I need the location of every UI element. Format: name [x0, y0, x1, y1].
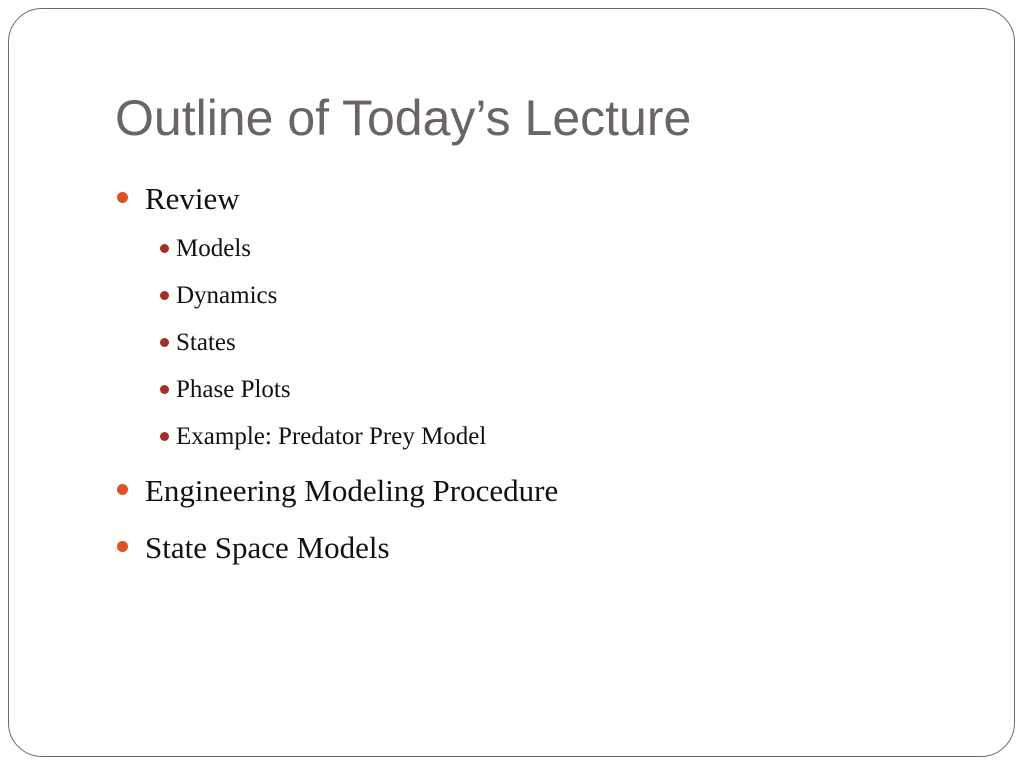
- sub-bullet-item-states: [115, 319, 558, 366]
- sub-bullet-item-models: [115, 225, 558, 272]
- bullet-list: [115, 177, 558, 570]
- sub-bullet-item-example: [115, 413, 558, 460]
- bullet-label: Review: [145, 181, 240, 216]
- bullet-item-state-space: [115, 526, 558, 570]
- sub-bullet-dot-icon: [160, 291, 169, 300]
- bullet-label: State Space Models: [145, 530, 390, 565]
- bullet-item-engineering-modeling: [115, 469, 558, 513]
- bullet-dot-icon: [117, 541, 128, 552]
- sub-bullet-label: States: [176, 329, 236, 356]
- bullet-dot-icon: [117, 484, 128, 495]
- sub-bullet-label: Example: Predator Prey Model: [176, 423, 487, 450]
- slide-title: Outline of Today’s Lecture: [115, 90, 692, 146]
- sub-bullet-item-dynamics: [115, 272, 558, 319]
- bullet-item-review: [115, 177, 558, 221]
- bullet-label: Engineering Modeling Procedure: [145, 473, 559, 508]
- slide-frame: [8, 8, 1015, 757]
- sub-bullet-label: Models: [176, 235, 251, 262]
- sub-bullet-label: Dynamics: [176, 282, 278, 309]
- sub-bullet-dot-icon: [160, 244, 169, 253]
- sub-bullet-label: Phase Plots: [176, 376, 291, 403]
- sub-bullet-item-phase-plots: [115, 366, 558, 413]
- sub-bullet-dot-icon: [160, 385, 169, 394]
- bullet-dot-icon: [117, 192, 128, 203]
- sub-bullet-dot-icon: [160, 338, 169, 347]
- sub-bullet-dot-icon: [160, 432, 169, 441]
